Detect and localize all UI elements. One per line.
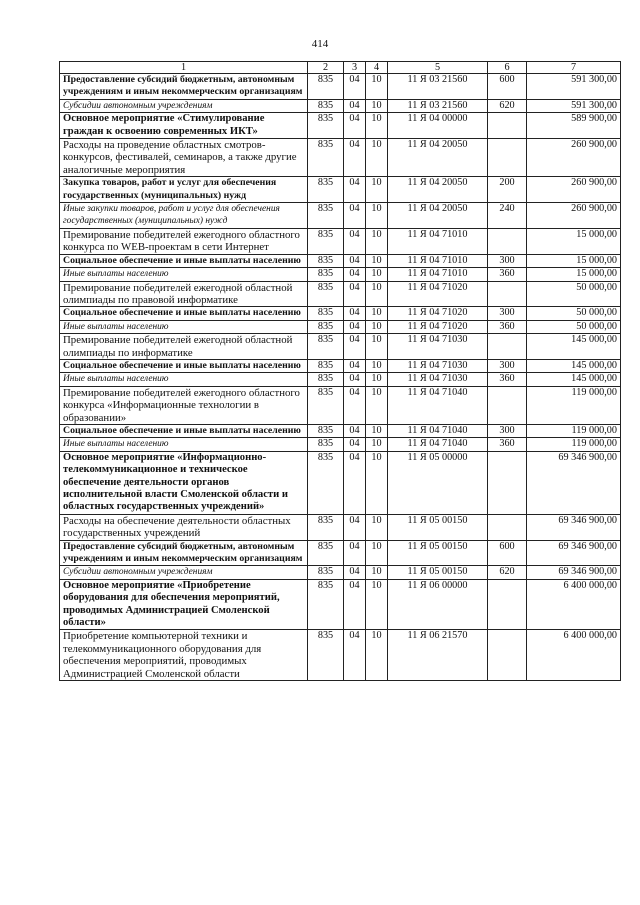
subsection-cell: 10 — [366, 203, 388, 229]
table-row — [60, 228, 621, 254]
expense-type-cell — [488, 386, 527, 424]
table-row — [60, 334, 621, 360]
amount-cell: 50 000,00 — [527, 307, 621, 320]
amount-cell: 145 000,00 — [527, 359, 621, 372]
admin-code-cell: 835 — [308, 579, 344, 630]
table-row — [60, 451, 621, 514]
admin-code-cell: 835 — [308, 630, 344, 681]
table-row — [60, 177, 621, 203]
item-name-cell: Основное мероприятие «Стимулирование граждан к освоению современных ИКТ» — [60, 113, 308, 139]
subsection-cell: 10 — [366, 268, 388, 281]
column-header: 6 — [488, 62, 527, 74]
section-cell: 04 — [344, 228, 366, 254]
subsection-cell: 10 — [366, 424, 388, 437]
admin-code-cell: 835 — [308, 566, 344, 579]
section-cell: 04 — [344, 254, 366, 267]
admin-code-cell: 835 — [308, 177, 344, 203]
subsection-cell: 10 — [366, 451, 388, 514]
section-cell: 04 — [344, 579, 366, 630]
subsection-cell: 10 — [366, 281, 388, 307]
admin-code-cell: 835 — [308, 203, 344, 229]
column-header: 5 — [388, 62, 488, 74]
section-cell: 04 — [344, 139, 366, 177]
section-cell: 04 — [344, 203, 366, 229]
table-row — [60, 254, 621, 267]
target-article-cell: 11 Я 04 71010 — [388, 254, 488, 267]
amount-cell: 15 000,00 — [527, 268, 621, 281]
admin-code-cell: 835 — [308, 228, 344, 254]
amount-cell: 50 000,00 — [527, 320, 621, 333]
expense-type-cell: 300 — [488, 359, 527, 372]
item-name-cell: Субсидии автономным учреждениям — [60, 99, 308, 112]
target-article-cell: 11 Я 03 21560 — [388, 74, 488, 100]
admin-code-cell: 835 — [308, 373, 344, 386]
column-header: 4 — [366, 62, 388, 74]
expense-type-cell: 300 — [488, 254, 527, 267]
expense-type-cell: 240 — [488, 203, 527, 229]
item-name-cell: Иные выплаты населению — [60, 373, 308, 386]
target-article-cell: 11 Я 04 71020 — [388, 320, 488, 333]
subsection-cell: 10 — [366, 359, 388, 372]
section-cell: 04 — [344, 74, 366, 100]
column-header: 7 — [527, 62, 621, 74]
amount-cell: 260 900,00 — [527, 177, 621, 203]
table-row — [60, 320, 621, 333]
subsection-cell: 10 — [366, 540, 388, 566]
subsection-cell: 10 — [366, 373, 388, 386]
amount-cell: 6 400 000,00 — [527, 630, 621, 681]
admin-code-cell: 835 — [308, 451, 344, 514]
subsection-cell: 10 — [366, 514, 388, 540]
subsection-cell: 10 — [366, 113, 388, 139]
item-name-cell: Социальное обеспечение и иные выплаты населению — [60, 254, 308, 267]
table-row — [60, 281, 621, 307]
expense-type-cell — [488, 451, 527, 514]
table-row — [60, 373, 621, 386]
table-row — [60, 386, 621, 424]
subsection-cell: 10 — [366, 74, 388, 100]
admin-code-cell: 835 — [308, 113, 344, 139]
amount-cell: 145 000,00 — [527, 373, 621, 386]
target-article-cell: 11 Я 05 00150 — [388, 540, 488, 566]
amount-cell: 145 000,00 — [527, 334, 621, 360]
admin-code-cell: 835 — [308, 268, 344, 281]
subsection-cell: 10 — [366, 320, 388, 333]
amount-cell: 591 300,00 — [527, 74, 621, 100]
subsection-cell: 10 — [366, 386, 388, 424]
amount-cell: 260 900,00 — [527, 139, 621, 177]
table-row — [60, 540, 621, 566]
table-row — [60, 359, 621, 372]
item-name-cell: Предоставление субсидий бюджетным, автономным учреждениям и иным некоммерческим организациям — [60, 74, 308, 100]
admin-code-cell: 835 — [308, 99, 344, 112]
expense-type-cell — [488, 228, 527, 254]
expense-type-cell: 620 — [488, 99, 527, 112]
target-article-cell: 11 Я 04 71020 — [388, 307, 488, 320]
table-row — [60, 579, 621, 630]
subsection-cell: 10 — [366, 630, 388, 681]
admin-code-cell: 835 — [308, 139, 344, 177]
item-name-cell: Иные закупки товаров, работ и услуг для обеспечения государственных (муниципальных) нужд — [60, 203, 308, 229]
target-article-cell: 11 Я 04 20050 — [388, 203, 488, 229]
target-article-cell: 11 Я 04 00000 — [388, 113, 488, 139]
admin-code-cell: 835 — [308, 386, 344, 424]
target-article-cell: 11 Я 04 71030 — [388, 334, 488, 360]
table-row — [60, 566, 621, 579]
expense-type-cell — [488, 113, 527, 139]
table-row — [60, 99, 621, 112]
subsection-cell: 10 — [366, 228, 388, 254]
admin-code-cell: 835 — [308, 334, 344, 360]
section-cell: 04 — [344, 451, 366, 514]
section-cell: 04 — [344, 438, 366, 451]
amount-cell: 69 346 900,00 — [527, 514, 621, 540]
section-cell: 04 — [344, 514, 366, 540]
expense-type-cell — [488, 139, 527, 177]
amount-cell: 69 346 900,00 — [527, 540, 621, 566]
expense-type-cell: 360 — [488, 438, 527, 451]
item-name-cell: Социальное обеспечение и иные выплаты населению — [60, 424, 308, 437]
subsection-cell: 10 — [366, 254, 388, 267]
section-cell: 04 — [344, 373, 366, 386]
amount-cell: 15 000,00 — [527, 254, 621, 267]
amount-cell: 119 000,00 — [527, 386, 621, 424]
subsection-cell: 10 — [366, 99, 388, 112]
amount-cell: 119 000,00 — [527, 424, 621, 437]
table-row — [60, 268, 621, 281]
admin-code-cell: 835 — [308, 320, 344, 333]
subsection-cell: 10 — [366, 579, 388, 630]
admin-code-cell: 835 — [308, 359, 344, 372]
item-name-cell: Иные выплаты населению — [60, 268, 308, 281]
subsection-cell: 10 — [366, 566, 388, 579]
target-article-cell: 11 Я 04 20050 — [388, 139, 488, 177]
header-row — [60, 62, 621, 74]
expense-type-cell — [488, 579, 527, 630]
table-row — [60, 438, 621, 451]
expense-type-cell — [488, 630, 527, 681]
section-cell: 04 — [344, 268, 366, 281]
admin-code-cell: 835 — [308, 424, 344, 437]
target-article-cell: 11 Я 06 00000 — [388, 579, 488, 630]
amount-cell: 591 300,00 — [527, 99, 621, 112]
item-name-cell: Премирование победителей ежегодной областной олимпиады по информатике — [60, 334, 308, 360]
target-article-cell: 11 Я 05 00150 — [388, 514, 488, 540]
target-article-cell: 11 Я 04 71030 — [388, 359, 488, 372]
target-article-cell: 11 Я 06 21570 — [388, 630, 488, 681]
section-cell: 04 — [344, 307, 366, 320]
expense-type-cell: 200 — [488, 177, 527, 203]
amount-cell: 50 000,00 — [527, 281, 621, 307]
admin-code-cell: 835 — [308, 438, 344, 451]
expense-type-cell: 600 — [488, 540, 527, 566]
item-name-cell: Предоставление субсидий бюджетным, автономным учреждениям и иным некоммерческим организациям — [60, 540, 308, 566]
column-header: 3 — [344, 62, 366, 74]
budget-table — [59, 61, 621, 681]
item-name-cell: Иные выплаты населению — [60, 438, 308, 451]
item-name-cell: Премирование победителей ежегодной областной олимпиады по правовой информатике — [60, 281, 308, 307]
amount-cell: 119 000,00 — [527, 438, 621, 451]
section-cell: 04 — [344, 540, 366, 566]
table-row — [60, 139, 621, 177]
target-article-cell: 11 Я 04 20050 — [388, 177, 488, 203]
target-article-cell: 11 Я 05 00000 — [388, 451, 488, 514]
section-cell: 04 — [344, 320, 366, 333]
target-article-cell: 11 Я 04 71010 — [388, 268, 488, 281]
section-cell: 04 — [344, 566, 366, 579]
expense-type-cell: 300 — [488, 424, 527, 437]
subsection-cell: 10 — [366, 307, 388, 320]
expense-type-cell — [488, 334, 527, 360]
target-article-cell: 11 Я 04 71040 — [388, 438, 488, 451]
table-row — [60, 203, 621, 229]
section-cell: 04 — [344, 113, 366, 139]
item-name-cell: Премирование победителей ежегодного областного конкурса «Информационные технологии в образовании» — [60, 386, 308, 424]
target-article-cell: 11 Я 04 71040 — [388, 424, 488, 437]
amount-cell: 15 000,00 — [527, 228, 621, 254]
expense-type-cell: 360 — [488, 373, 527, 386]
table-body — [60, 74, 621, 681]
section-cell: 04 — [344, 424, 366, 437]
admin-code-cell: 835 — [308, 74, 344, 100]
expense-type-cell: 360 — [488, 320, 527, 333]
table-row — [60, 74, 621, 100]
target-article-cell: 11 Я 04 71040 — [388, 386, 488, 424]
subsection-cell: 10 — [366, 177, 388, 203]
section-cell: 04 — [344, 359, 366, 372]
expense-type-cell: 360 — [488, 268, 527, 281]
table-row — [60, 113, 621, 139]
section-cell: 04 — [344, 630, 366, 681]
page-number: 414 — [311, 38, 329, 50]
section-cell: 04 — [344, 99, 366, 112]
target-article-cell: 11 Я 04 71030 — [388, 373, 488, 386]
admin-code-cell: 835 — [308, 307, 344, 320]
subsection-cell: 10 — [366, 334, 388, 360]
target-article-cell: 11 Я 04 71020 — [388, 281, 488, 307]
item-name-cell: Иные выплаты населению — [60, 320, 308, 333]
item-name-cell: Социальное обеспечение и иные выплаты населению — [60, 307, 308, 320]
subsection-cell: 10 — [366, 139, 388, 177]
item-name-cell: Приобретение компьютерной техники и телекоммуникационного оборудования для обеспечения мероприятий, проводимых Администрацией Смоленской области — [60, 630, 308, 681]
admin-code-cell: 835 — [308, 281, 344, 307]
expense-type-cell: 620 — [488, 566, 527, 579]
item-name-cell: Социальное обеспечение и иные выплаты населению — [60, 359, 308, 372]
table-row — [60, 514, 621, 540]
item-name-cell: Премирование победителей ежегодного областного конкурса по WEB-проектам в сети Интернет — [60, 228, 308, 254]
admin-code-cell: 835 — [308, 514, 344, 540]
subsection-cell: 10 — [366, 438, 388, 451]
expense-type-cell — [488, 514, 527, 540]
section-cell: 04 — [344, 177, 366, 203]
amount-cell: 69 346 900,00 — [527, 451, 621, 514]
admin-code-cell: 835 — [308, 254, 344, 267]
section-cell: 04 — [344, 386, 366, 424]
target-article-cell: 11 Я 04 71010 — [388, 228, 488, 254]
item-name-cell: Основное мероприятие «Информационно-телекоммуникационное и техническое обеспечение деятельности органов исполнительной власти Смоленской области и областных государственных учреждений» — [60, 451, 308, 514]
item-name-cell: Расходы на обеспечение деятельности областных государственных учреждений — [60, 514, 308, 540]
table-row — [60, 307, 621, 320]
amount-cell: 6 400 000,00 — [527, 579, 621, 630]
table-row — [60, 424, 621, 437]
column-header: 2 — [308, 62, 344, 74]
item-name-cell: Основное мероприятие «Приобретение оборудования для обеспечения мероприятий, проводимых Администрацией Смоленской области» — [60, 579, 308, 630]
section-cell: 04 — [344, 334, 366, 360]
amount-cell: 589 900,00 — [527, 113, 621, 139]
item-name-cell: Закупка товаров, работ и услуг для обеспечения государственных (муниципальных) нужд — [60, 177, 308, 203]
target-article-cell: 11 Я 05 00150 — [388, 566, 488, 579]
amount-cell: 260 900,00 — [527, 203, 621, 229]
amount-cell: 69 346 900,00 — [527, 566, 621, 579]
admin-code-cell: 835 — [308, 540, 344, 566]
section-cell: 04 — [344, 281, 366, 307]
table-row — [60, 630, 621, 681]
expense-type-cell — [488, 281, 527, 307]
item-name-cell: Субсидии автономным учреждениям — [60, 566, 308, 579]
expense-type-cell: 600 — [488, 74, 527, 100]
column-header: 1 — [60, 62, 308, 74]
target-article-cell: 11 Я 03 21560 — [388, 99, 488, 112]
item-name-cell: Расходы на проведение областных смотров-конкурсов, фестивалей, семинаров, а также другие аналогичные мероприятия — [60, 139, 308, 177]
expense-type-cell: 300 — [488, 307, 527, 320]
